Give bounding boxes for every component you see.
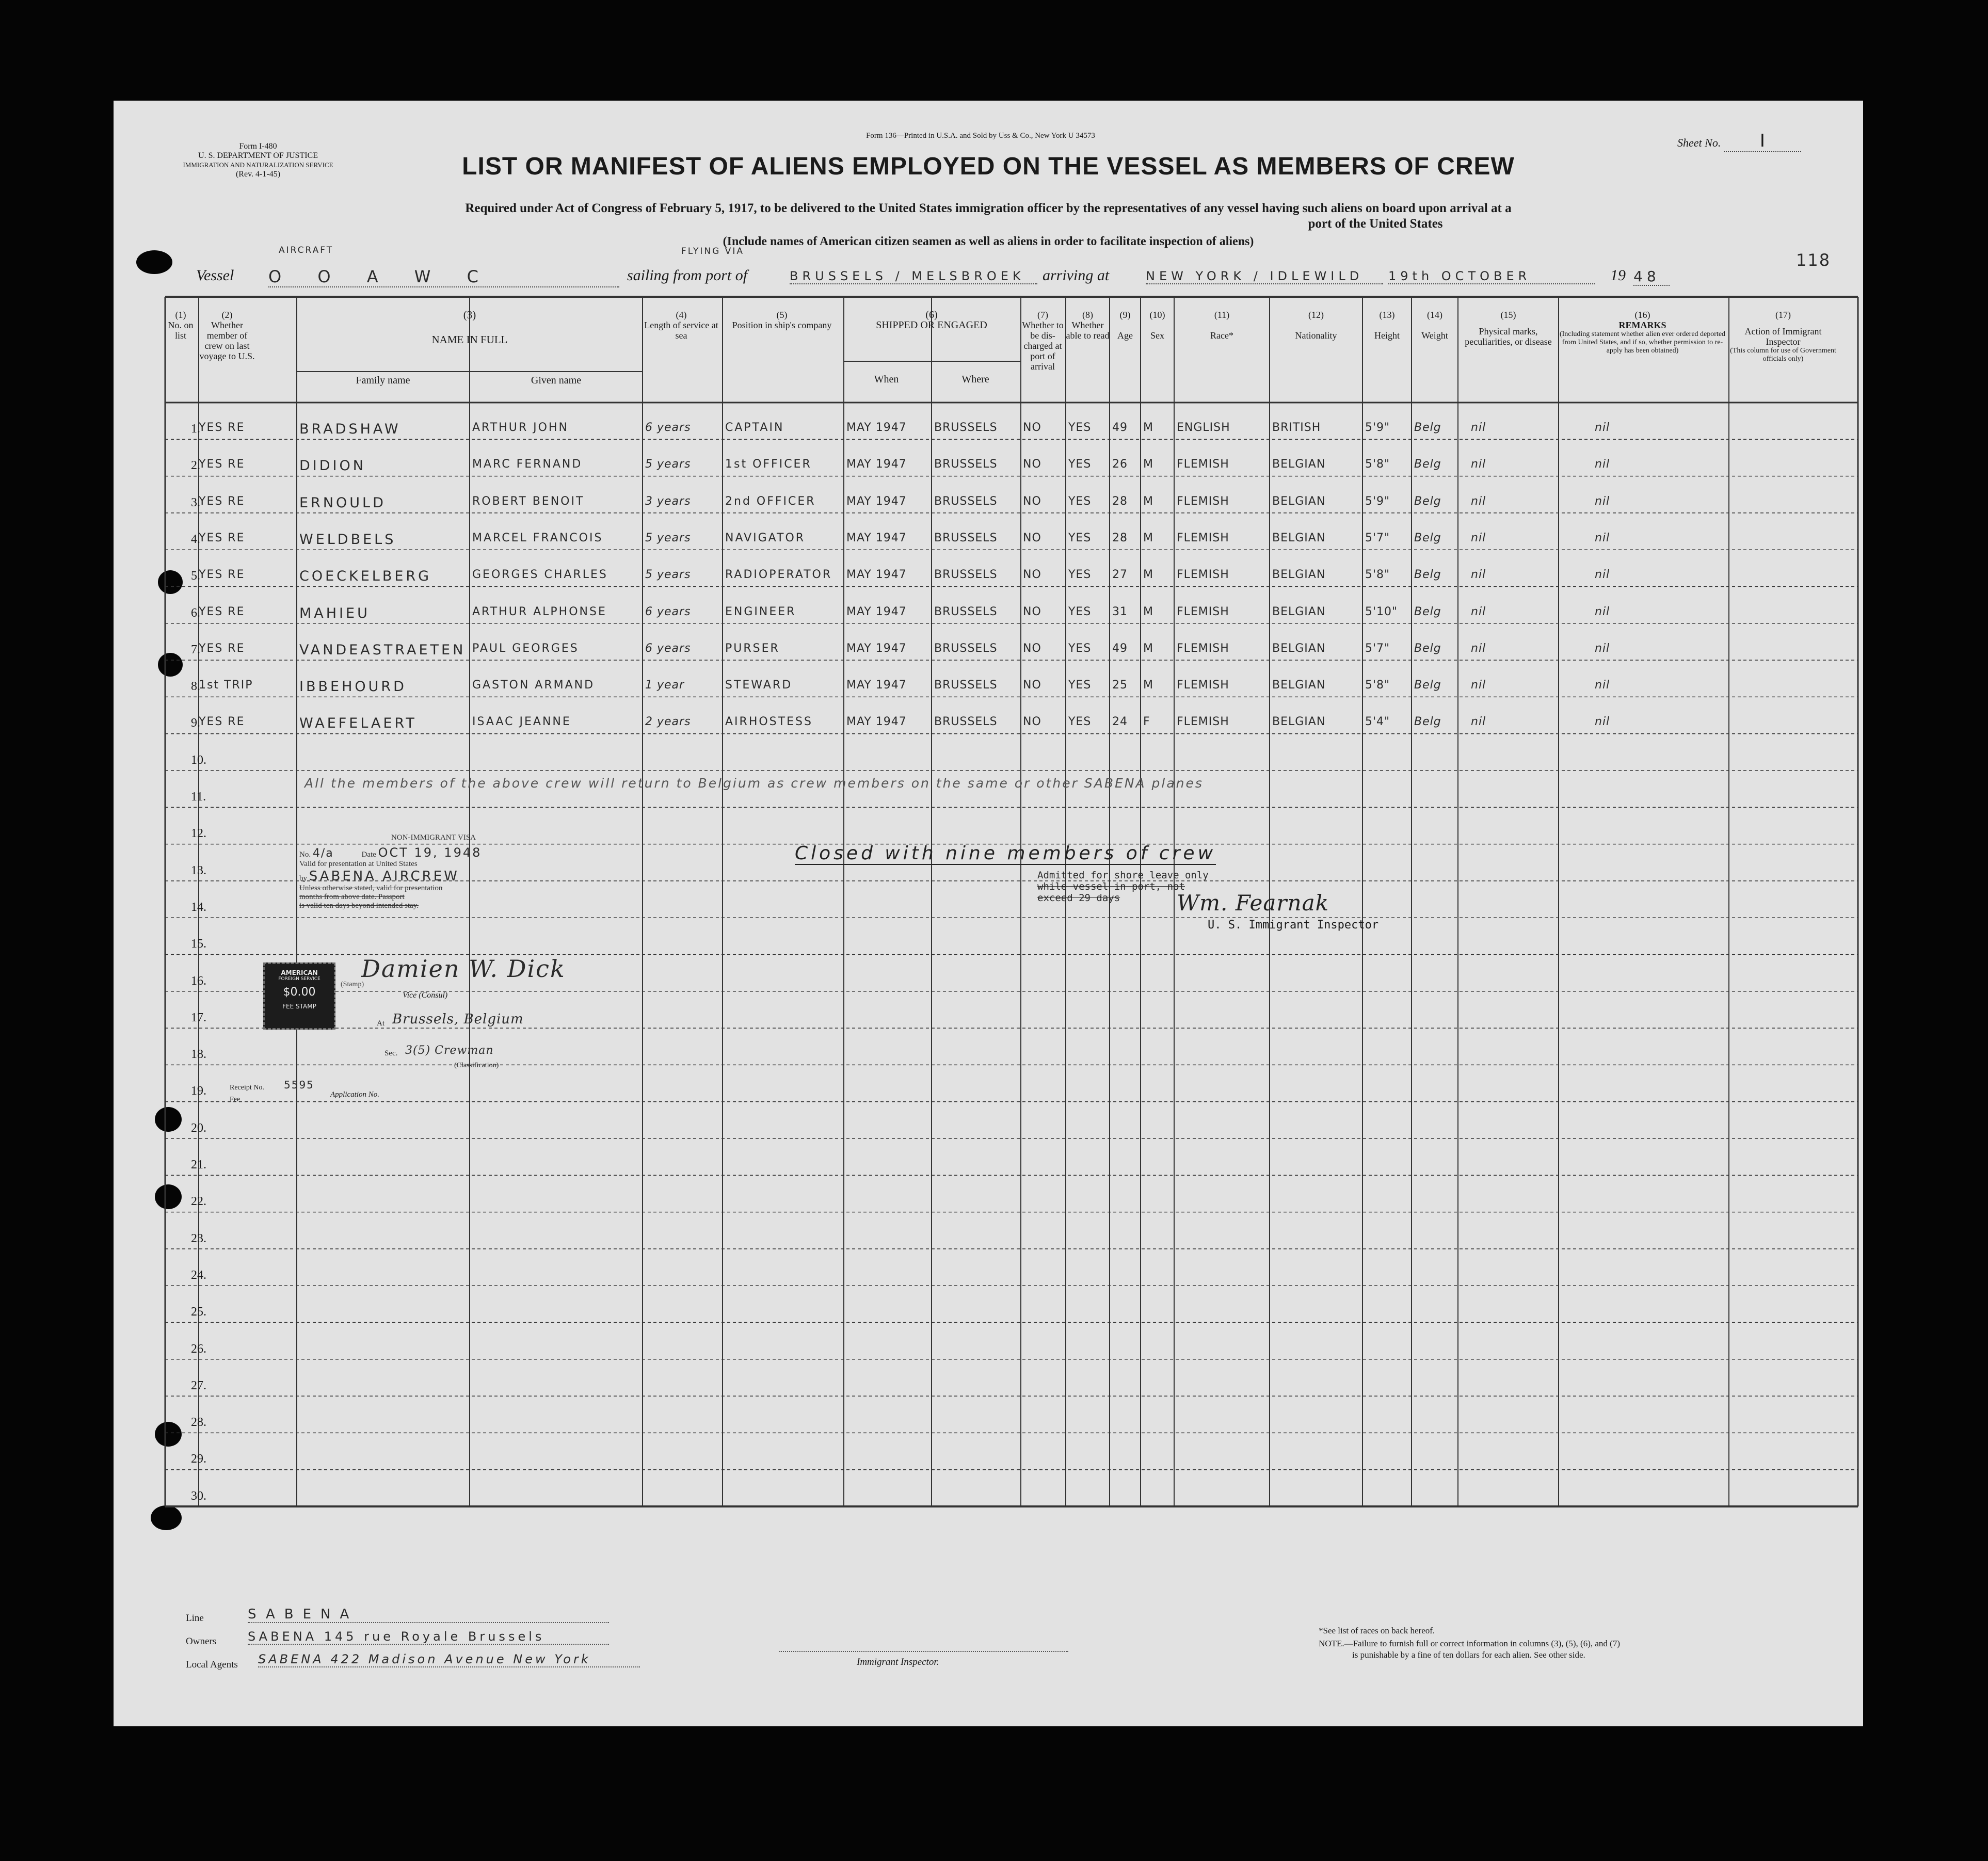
cell-remarks: nil — [1595, 531, 1610, 544]
cell-read: YES — [1068, 421, 1092, 434]
form-subtitle-3: (Include names of American citizen seamen as well as aliens in order to facilitate inspection of aliens) — [723, 235, 1254, 248]
cell-remarks: nil — [1595, 458, 1610, 471]
col-header-read: (8) Whether able to read — [1066, 310, 1110, 341]
cell-sex: M — [1143, 531, 1153, 544]
cell-age: 49 — [1112, 641, 1128, 655]
visa-validity-struck: Unless otherwise stated, valid for presentation — [299, 884, 443, 892]
cell-last: YES RE — [199, 605, 245, 618]
cell-age: 24 — [1112, 715, 1128, 729]
cell-disch: NO — [1023, 458, 1041, 471]
cell-weight: Belg — [1414, 679, 1441, 692]
cell-service: 6 years — [645, 605, 691, 618]
visa-sec-label: Sec. — [384, 1049, 398, 1057]
row-number: 26. — [191, 1342, 206, 1356]
manifest-sheet — [114, 101, 1863, 1726]
cell-when: MAY 1947 — [846, 641, 907, 655]
cell-position: 1st OFFICER — [725, 458, 812, 471]
visa-presentation: Valid for presentation at United States — [299, 860, 418, 868]
row-number: 4. — [191, 532, 200, 546]
cell-height: 5'7" — [1365, 641, 1390, 655]
footer-note-fine: NOTE.—Failure to furnish full or correct information in columns (3), (5), (6), and (7) — [1319, 1639, 1620, 1648]
cell-nat: BELGIAN — [1272, 568, 1326, 582]
cell-where: BRUSSELS — [934, 568, 998, 582]
cell-height: 5'10" — [1365, 605, 1398, 618]
cell-remarks: nil — [1595, 421, 1610, 434]
cell-last: YES RE — [199, 641, 245, 655]
row-number: 23. — [191, 1231, 206, 1245]
printer-line: Form 136—Printed in U.S.A. and Sold by Uss & Co., New York U 34573 — [866, 132, 1095, 140]
cell-read: YES — [1068, 715, 1092, 729]
row-number: 30. — [191, 1489, 206, 1503]
cell-when: MAY 1947 — [846, 494, 907, 508]
arriving-port: NEW YORK / IDLEWILD — [1146, 269, 1383, 284]
cell-service: 5 years — [645, 531, 691, 544]
cell-service: 5 years — [645, 458, 691, 471]
col-header-family: Family name — [356, 375, 410, 386]
col-header-last-voyage: (2) Whether member of crew on last voyage to U.S. — [199, 310, 255, 361]
year-value: 48 — [1633, 268, 1670, 286]
cell-race: FLEMISH — [1177, 641, 1229, 655]
cell-height: 5'9" — [1365, 494, 1390, 508]
vessel-note: AIRCRAFT — [279, 245, 334, 255]
cell-family: VANDEASTRAETEN — [299, 641, 466, 658]
cell-when: MAY 1947 — [846, 458, 907, 471]
cell-position: NAVIGATOR — [725, 531, 806, 544]
cell-where: BRUSSELS — [934, 531, 998, 544]
row-number: 10. — [191, 753, 206, 767]
cell-where: BRUSSELS — [934, 641, 998, 655]
cell-given: MARCEL FRANCOIS — [472, 531, 603, 544]
row-number: 13. — [191, 863, 206, 877]
cell-sex: M — [1143, 568, 1153, 582]
cell-position: PURSER — [725, 641, 780, 655]
cell-last: YES RE — [199, 458, 245, 471]
inspector-line-2: while vessel in port, not — [1037, 881, 1185, 892]
cell-disch: NO — [1023, 679, 1041, 692]
vessel-name: O O A W C — [268, 267, 619, 287]
footer-agents-label: Local Agents — [186, 1659, 238, 1670]
row-number: 1. — [191, 422, 200, 436]
cell-nat: BELGIAN — [1272, 458, 1326, 471]
col-header-given: Given name — [531, 375, 582, 386]
cell-sex: M — [1143, 641, 1153, 655]
row-number: 24. — [191, 1268, 206, 1282]
arriving-date: 19th OCTOBER — [1388, 269, 1595, 284]
col-header-engaged: (6) SHIPPED OR ENGAGED — [876, 309, 987, 331]
cell-age: 28 — [1112, 531, 1128, 544]
cell-given: ISAAC JEANNE — [472, 715, 571, 729]
footer-owners-value: SABENA 145 rue Royale Brussels — [248, 1629, 609, 1645]
row-number: 25. — [191, 1305, 206, 1319]
footer-note-races: *See list of races on back hereof. — [1319, 1626, 1435, 1635]
cell-height: 5'9" — [1365, 421, 1390, 434]
cell-race: FLEMISH — [1177, 568, 1229, 582]
cell-weight: Belg — [1414, 715, 1441, 729]
cell-read: YES — [1068, 531, 1092, 544]
cell-nat: BELGIAN — [1272, 531, 1326, 544]
cell-sex: M — [1143, 494, 1153, 508]
cell-age: 25 — [1112, 679, 1128, 692]
service: IMMIGRATION AND NATURALIZATION SERVICE — [183, 161, 333, 169]
cell-position: AIRHOSTESS — [725, 715, 813, 729]
row10-note: All the members of the above crew will return to Belgium as crew members on the same or other SABENA planes — [304, 776, 1204, 791]
cell-remarks: nil — [1595, 605, 1610, 618]
cell-marks: nil — [1471, 605, 1486, 618]
col-header-action: (17) Action of Immigrant Inspector (This column for use of Government officials only) — [1730, 310, 1836, 363]
cell-age: 27 — [1112, 568, 1128, 582]
cell-family: WELDBELS — [299, 531, 396, 548]
footer-line-label: Line — [186, 1613, 204, 1624]
cell-when: MAY 1947 — [846, 679, 907, 692]
cell-service: 1 year — [645, 679, 685, 692]
row-number: 12. — [191, 827, 206, 841]
col-header-discharged: (7) Whether to be dis-charged at port of arrival — [1022, 310, 1064, 372]
cell-family: COECKELBERG — [299, 568, 432, 585]
cell-disch: NO — [1023, 421, 1041, 434]
sailing-note: FLYING VIA — [681, 246, 744, 256]
sailing-label: sailing from port of — [627, 267, 748, 284]
cell-where: BRUSSELS — [934, 421, 998, 434]
cell-remarks: nil — [1595, 568, 1610, 582]
cell-weight: Belg — [1414, 605, 1441, 618]
cell-position: CAPTAIN — [725, 421, 784, 434]
cell-where: BRUSSELS — [934, 679, 998, 692]
row-number: 14. — [191, 900, 206, 914]
arriving-label: arriving at — [1043, 267, 1110, 284]
visa-days-struck: is valid ten days beyond intended stay. — [299, 902, 419, 910]
row-number: 22. — [191, 1195, 206, 1209]
cell-last: YES RE — [199, 568, 245, 582]
col-header-when: When — [874, 374, 899, 385]
cell-sex: F — [1143, 715, 1150, 729]
col-header-where: Where — [961, 374, 989, 385]
cell-family: IBBEHOURD — [299, 679, 407, 695]
cell-marks: nil — [1471, 458, 1486, 471]
cell-given: ARTHUR ALPHONSE — [472, 605, 607, 618]
cell-weight: Belg — [1414, 494, 1441, 508]
cell-nat: BELGIAN — [1272, 679, 1326, 692]
col-header-weight: (14) Weight — [1421, 310, 1448, 341]
row-number: 15. — [191, 937, 206, 951]
cell-race: FLEMISH — [1177, 715, 1229, 729]
cell-race: FLEMISH — [1177, 494, 1229, 508]
row-number: 27. — [191, 1378, 206, 1392]
cell-race: ENGLISH — [1177, 421, 1230, 434]
cell-nat: BELGIAN — [1272, 605, 1326, 618]
revision: (Rev. 4-1-45) — [235, 170, 281, 179]
classification-label: (Classification) — [454, 1062, 499, 1069]
cell-weight: Belg — [1414, 421, 1441, 434]
col-header-no: (1) No. on list — [168, 310, 194, 341]
cell-age: 49 — [1112, 421, 1128, 434]
cell-race: FLEMISH — [1177, 458, 1229, 471]
row-number: 3. — [191, 495, 200, 509]
footer-line-value: SABENA — [248, 1607, 609, 1623]
cell-given: MARC FERNAND — [472, 458, 583, 471]
cell-last: YES RE — [199, 494, 245, 508]
form-subtitle-1: Required under Act of Congress of February 5, 1917, to be delivered to the United States immigration officer by the representatives of any vessel having such aliens on board upon arrival at a — [465, 201, 1512, 215]
form-number: Form I-480 — [239, 142, 277, 151]
cell-read: YES — [1068, 641, 1092, 655]
footer-inspector-label: Immigrant Inspector. — [857, 1657, 939, 1667]
cell-disch: NO — [1023, 715, 1041, 729]
form-subtitle-2: port of the United States — [1308, 217, 1443, 231]
consul-label: Vice (Consul) — [403, 991, 448, 1000]
cell-service: 5 years — [645, 568, 691, 582]
cell-disch: NO — [1023, 641, 1041, 655]
row-number: 18. — [191, 1048, 206, 1062]
footer-note-fine-2: is punishable by a fine of ten dollars for each alien. See other side. — [1352, 1650, 1585, 1660]
cell-age: 31 — [1112, 605, 1128, 618]
cell-marks: nil — [1471, 494, 1486, 508]
cell-marks: nil — [1471, 531, 1486, 544]
cell-remarks: nil — [1595, 641, 1610, 655]
inspector-signature: Wm. Fearnak — [1177, 890, 1329, 916]
cell-sex: M — [1143, 605, 1153, 618]
visa-stamp-label: (Stamp) — [341, 981, 364, 988]
cell-family: DIDION — [299, 458, 366, 474]
cell-weight: Belg — [1414, 641, 1441, 655]
cell-when: MAY 1947 — [846, 568, 907, 582]
cell-disch: NO — [1023, 605, 1041, 618]
cell-where: BRUSSELS — [934, 605, 998, 618]
cell-service: 6 years — [645, 641, 691, 655]
cell-family: MAHIEU — [299, 605, 370, 621]
cell-family: WAEFELAERT — [299, 715, 417, 732]
cell-height: 5'4" — [1365, 715, 1390, 729]
closed-note: Closed with nine members of crew — [795, 843, 1216, 864]
cell-height: 5'7" — [1365, 531, 1390, 544]
visa-fee-label: Fee — [230, 1096, 241, 1103]
cell-remarks: nil — [1595, 715, 1610, 729]
cell-remarks: nil — [1595, 494, 1610, 508]
cell-marks: nil — [1471, 679, 1486, 692]
col-header-height: (13) Height — [1374, 310, 1400, 341]
cell-where: BRUSSELS — [934, 715, 998, 729]
visa-at-label: At — [377, 1019, 384, 1028]
col-header-service: (4) Length of service at sea — [644, 310, 718, 341]
cell-last: YES RE — [199, 715, 245, 729]
cell-age: 28 — [1112, 494, 1128, 508]
cell-height: 5'8" — [1365, 458, 1390, 471]
cell-read: YES — [1068, 679, 1092, 692]
visa-date-label: Date — [361, 851, 376, 859]
cell-when: MAY 1947 — [846, 715, 907, 729]
cell-marks: nil — [1471, 715, 1486, 729]
visa-receipt-value: 5595 — [284, 1079, 314, 1091]
footer-owners-label: Owners — [186, 1636, 217, 1647]
cell-race: FLEMISH — [1177, 679, 1229, 692]
row-number: 9. — [191, 716, 200, 730]
cell-sex: M — [1143, 679, 1153, 692]
visa-stamp — [299, 833, 568, 910]
cell-given: ROBERT BENOIT — [472, 494, 585, 508]
row-number: 29. — [191, 1452, 206, 1466]
cell-age: 26 — [1112, 458, 1128, 471]
visa-sec-value: 3(5) Crewman — [405, 1044, 494, 1057]
row-number: 17. — [191, 1010, 206, 1024]
cell-marks: nil — [1471, 641, 1486, 655]
cell-when: MAY 1947 — [846, 531, 907, 544]
col-header-position: (5) Position in ship's company — [732, 310, 832, 330]
cell-service: 6 years — [645, 421, 691, 434]
visa-at-value: Brussels, Belgium — [392, 1012, 524, 1027]
cell-position: RADIOPERATOR — [725, 568, 832, 582]
cell-service: 3 years — [645, 494, 691, 508]
inspector-title: U. S. Immigrant Inspector — [1208, 919, 1379, 932]
row-number: 7. — [191, 643, 200, 656]
cell-position: 2nd OFFICER — [725, 494, 816, 508]
cell-weight: Belg — [1414, 568, 1441, 582]
cell-weight: Belg — [1414, 531, 1441, 544]
form-title: LIST OR MANIFEST OF ALIENS EMPLOYED ON THE VESSEL AS MEMBERS OF CREW — [462, 153, 1515, 180]
cell-where: BRUSSELS — [934, 494, 998, 508]
col-header-race: (11) Race* — [1210, 310, 1233, 341]
cell-last: 1st TRIP — [199, 679, 253, 692]
cell-when: MAY 1947 — [846, 605, 907, 618]
visa-date: OCT 19, 1948 — [378, 845, 482, 860]
cell-height: 5'8" — [1365, 679, 1390, 692]
col-header-sex: (10) Sex — [1149, 310, 1165, 341]
cell-read: YES — [1068, 494, 1092, 508]
row-number: 11. — [191, 790, 206, 804]
visa-months-struck: months from above date. Passport — [299, 893, 405, 901]
col-header-nationality: (12) Nationality — [1295, 310, 1337, 341]
sailing-port: BRUSSELS / MELSBROEK — [790, 269, 1037, 284]
cell-nat: BELGIAN — [1272, 641, 1326, 655]
row-number: 5. — [191, 569, 200, 583]
cell-sex: M — [1143, 458, 1153, 471]
cell-race: FLEMISH — [1177, 531, 1229, 544]
cell-last: YES RE — [199, 531, 245, 544]
col-header-age: (9) Age — [1117, 310, 1133, 341]
cell-family: ERNOULD — [299, 494, 386, 511]
cell-nat: BELGIAN — [1272, 715, 1326, 729]
visa-receipt-label: Receipt No. — [230, 1084, 264, 1092]
row-number: 16. — [191, 974, 206, 988]
cell-position: STEWARD — [725, 679, 793, 692]
visa-number: 4/a — [312, 847, 334, 860]
cell-last: YES RE — [199, 421, 245, 434]
cell-position: ENGINEER — [725, 605, 796, 618]
cell-disch: NO — [1023, 494, 1041, 508]
cell-where: BRUSSELS — [934, 458, 998, 471]
vessel-label: Vessel — [196, 267, 234, 284]
cell-disch: NO — [1023, 531, 1041, 544]
cell-sex: M — [1143, 421, 1153, 434]
col-header-remarks: (16) REMARKS (Including statement whether alien ever ordered deported from United States, and if so, whether permission to re-apply has been obtained) — [1559, 310, 1726, 355]
cell-family: BRADSHAW — [299, 421, 401, 437]
cell-disch: NO — [1023, 568, 1041, 582]
visa-heading: NON-IMMIGRANT VISA — [391, 833, 476, 842]
cell-nat: BELGIAN — [1272, 494, 1326, 508]
application-label: Application No. — [330, 1090, 379, 1099]
sheet-label: Sheet No. — [1677, 136, 1721, 149]
cell-read: YES — [1068, 458, 1092, 471]
col-header-marks: (15) Physical marks, peculiarities, or disease — [1465, 310, 1552, 347]
col-header-name: (3) NAME IN FULL — [431, 309, 508, 346]
year-label: 19 — [1610, 267, 1626, 284]
cell-height: 5'8" — [1365, 568, 1390, 582]
inspector-line-1: Admitted for shore leave only — [1037, 870, 1209, 881]
visa-by: SABENA AIRCREW — [309, 869, 459, 884]
cell-given: GEORGES CHARLES — [472, 568, 608, 582]
cell-service: 2 years — [645, 715, 691, 729]
inspector-line-3: exceed 29 days — [1037, 892, 1120, 904]
cell-race: FLEMISH — [1177, 605, 1229, 618]
row-number: 20. — [191, 1121, 206, 1135]
cell-read: YES — [1068, 605, 1092, 618]
footer-agents-value: SABENA 422 Madison Avenue New York — [258, 1652, 640, 1667]
row-number: 2. — [191, 459, 200, 473]
cell-nat: BRITISH — [1272, 421, 1321, 434]
cell-read: YES — [1068, 568, 1092, 582]
footer-inspector-line — [779, 1651, 1068, 1652]
row-number: 8. — [191, 680, 200, 694]
visa-by-label: by — [299, 874, 307, 883]
page-number: 118 — [1796, 250, 1831, 270]
cell-given: ARTHUR JOHN — [472, 421, 569, 434]
sheet-value: I — [1724, 131, 1801, 152]
fee-stamp: AMERICAN FOREIGN SERVICE $0.00 FEE STAMP — [263, 962, 335, 1030]
cell-marks: nil — [1471, 568, 1486, 582]
row-number: 19. — [191, 1084, 206, 1098]
row-number: 28. — [191, 1416, 206, 1430]
visa-no-prefix: No. — [299, 851, 311, 859]
cell-marks: nil — [1471, 421, 1486, 434]
row-number: 21. — [191, 1158, 206, 1172]
row-number: 6. — [191, 606, 200, 620]
cell-given: GASTON ARMAND — [472, 679, 595, 692]
department: U. S. DEPARTMENT OF JUSTICE — [198, 151, 318, 160]
consul-signature: Damien W. Dick — [361, 955, 566, 983]
cell-remarks: nil — [1595, 679, 1610, 692]
cell-given: PAUL GEORGES — [472, 641, 579, 655]
cell-weight: Belg — [1414, 458, 1441, 471]
cell-when: MAY 1947 — [846, 421, 907, 434]
